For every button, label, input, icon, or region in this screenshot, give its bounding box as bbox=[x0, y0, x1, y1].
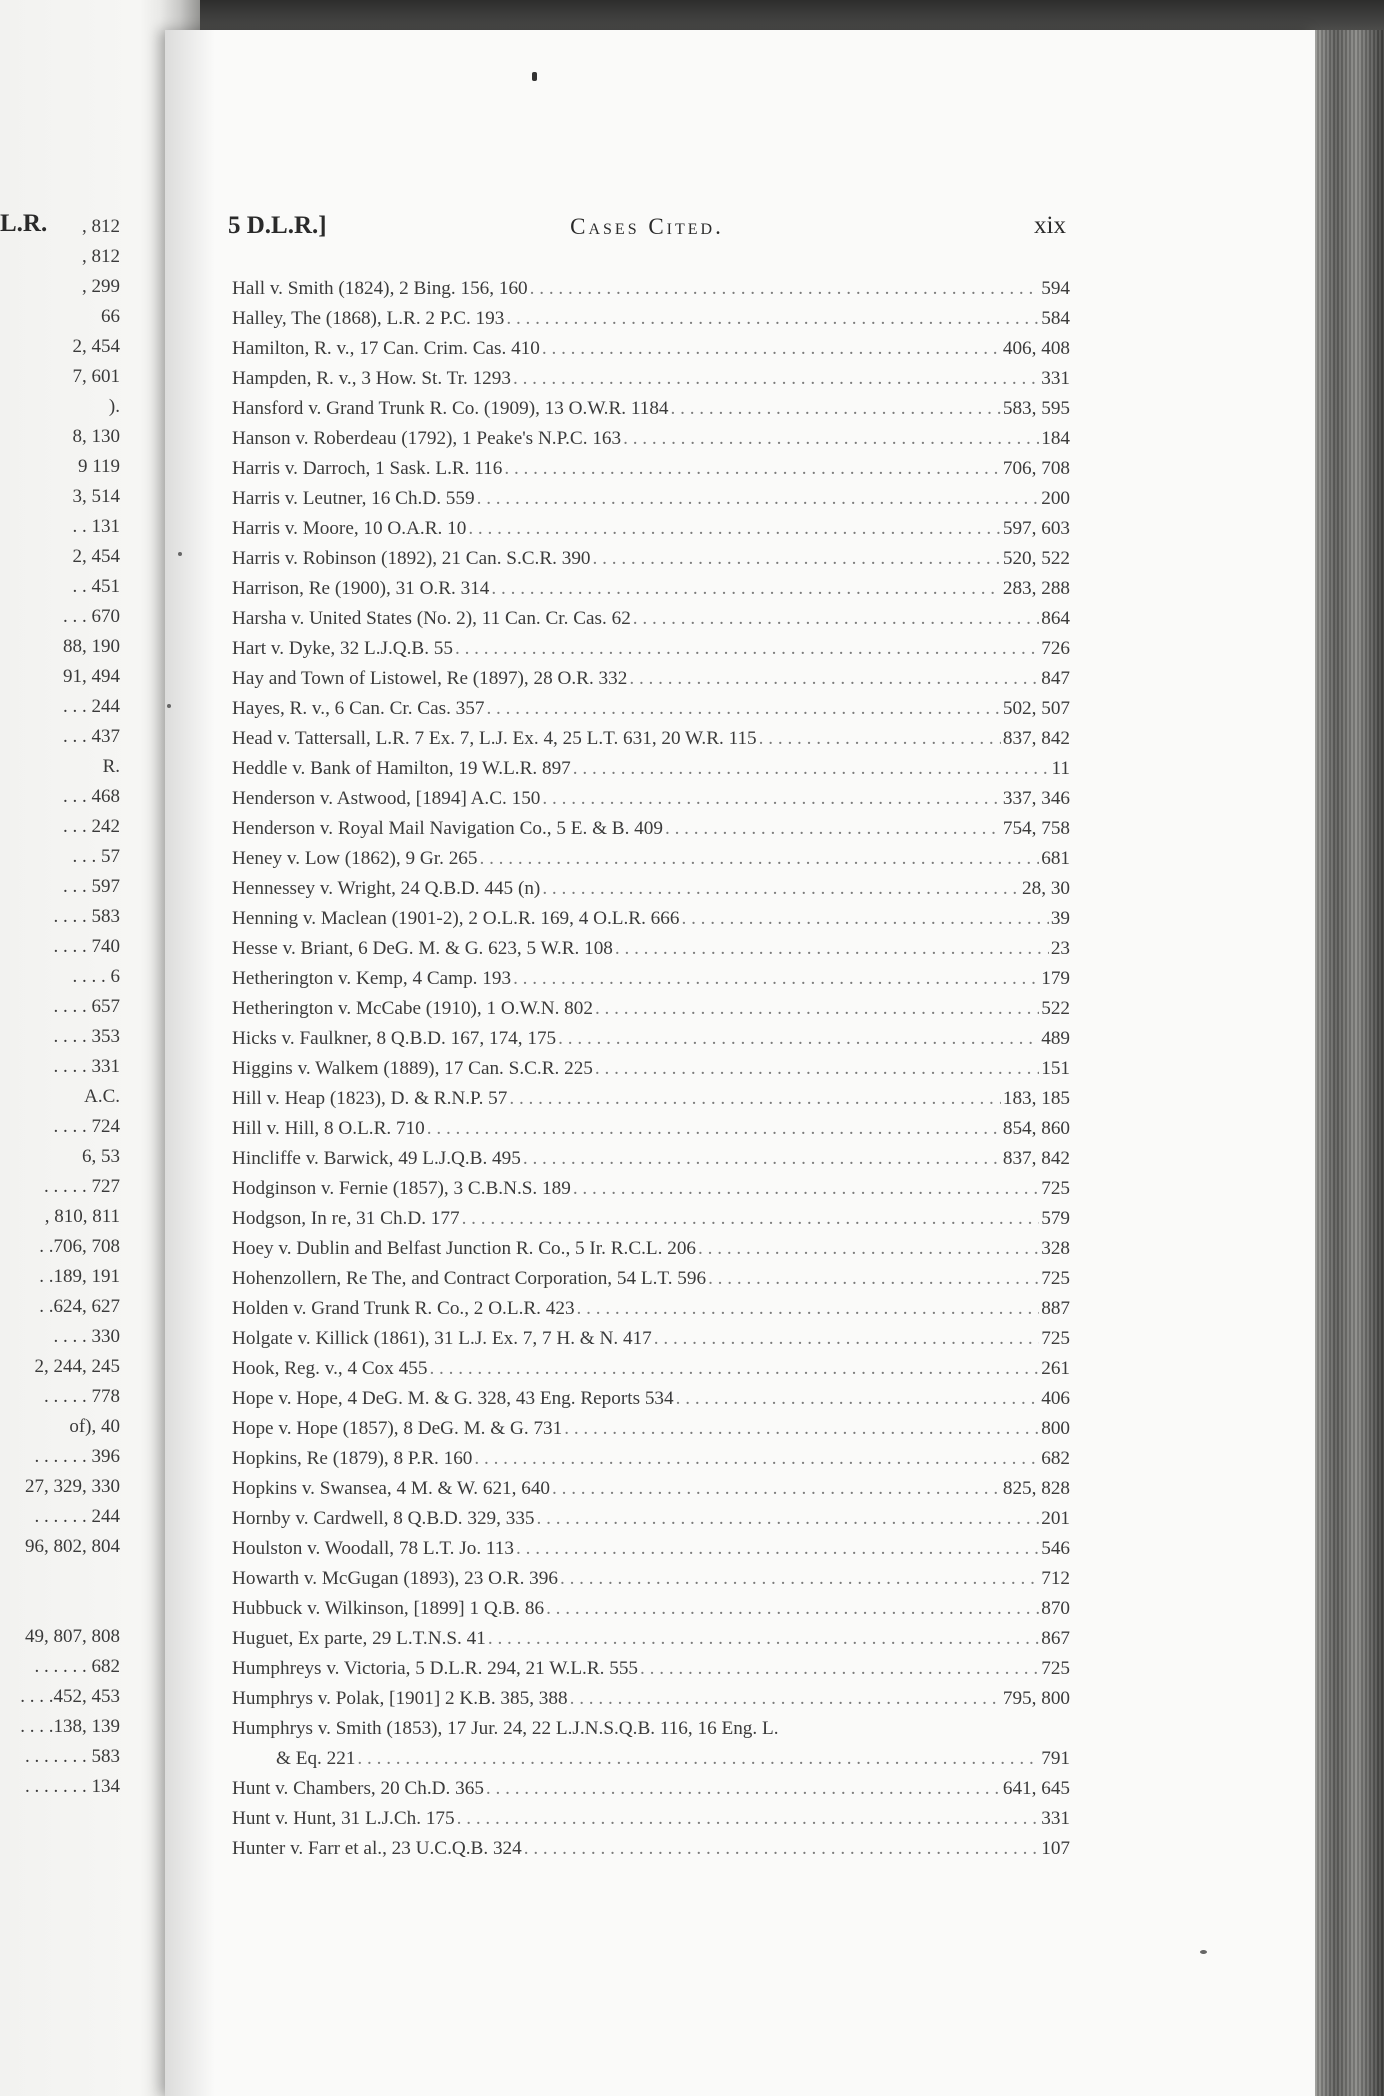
page-references: 725 bbox=[1041, 1268, 1070, 1289]
case-citation: Heddle v. Bank of Hamilton, 19 W.L.R. 897 bbox=[232, 758, 571, 779]
page-references: 795, 800 bbox=[1002, 1688, 1070, 1709]
case-citation: Hunt v. Hunt, 31 L.J.Ch. 175 bbox=[232, 1808, 455, 1829]
page-references: 597, 603 bbox=[1002, 518, 1070, 539]
page-references: 179 bbox=[1041, 968, 1070, 989]
case-citation: Harsha v. United States (No. 2), 11 Can. Cr. Cas. 62 bbox=[232, 608, 631, 629]
case-citation: Henderson v. Astwood, [1894] A.C. 150 bbox=[232, 788, 541, 809]
case-entry bbox=[232, 1324, 1070, 1354]
dot-leader bbox=[573, 754, 1050, 784]
left-page-entry: . . . . 724 bbox=[53, 1116, 120, 1137]
dot-leader bbox=[524, 1834, 1039, 1864]
case-citation: Hincliffe v. Barwick, 49 L.J.Q.B. 495 bbox=[232, 1148, 521, 1169]
dot-leader bbox=[759, 724, 1001, 754]
dot-leader bbox=[552, 1474, 1001, 1504]
dot-leader bbox=[640, 1654, 1039, 1684]
left-page-entry: , 810, 811 bbox=[44, 1206, 120, 1227]
case-citation: Hubbuck v. Wilkinson, [1899] 1 Q.B. 86 bbox=[232, 1598, 545, 1619]
case-entry bbox=[232, 1174, 1070, 1204]
left-page-entry: . . . . . . 682 bbox=[34, 1656, 120, 1677]
page-references: 725 bbox=[1041, 1328, 1070, 1349]
page-references: 39 bbox=[1050, 908, 1070, 929]
dot-leader bbox=[468, 514, 1001, 544]
dot-leader bbox=[564, 1414, 1039, 1444]
dot-leader bbox=[530, 274, 1040, 304]
case-citation: Hunter v. Farr et al., 23 U.C.Q.B. 324 bbox=[232, 1838, 522, 1859]
left-page-entry: 8, 130 bbox=[72, 426, 120, 447]
dot-leader bbox=[486, 694, 1000, 724]
page-references: 594 bbox=[1041, 278, 1070, 299]
left-page-entry: 6, 53 bbox=[82, 1146, 120, 1167]
case-citation: Hodgson, In re, 31 Ch.D. 177 bbox=[232, 1208, 460, 1229]
margin-mark bbox=[178, 552, 182, 556]
case-citation: Humphrys v. Smith (1853), 17 Jur. 24, 22 L.J.N.S.Q.B. 116, 16 Eng. L. bbox=[232, 1718, 779, 1739]
dot-leader bbox=[623, 424, 1039, 454]
case-citation: Hennessey v. Wright, 24 Q.B.D. 445 (n) bbox=[232, 878, 541, 899]
page-references: 791 bbox=[1041, 1748, 1070, 1769]
left-page-entry bbox=[0, 1562, 120, 1592]
case-entry bbox=[232, 1024, 1070, 1054]
page-references: 870 bbox=[1041, 1598, 1070, 1619]
running-head bbox=[228, 212, 1066, 248]
case-entry bbox=[232, 754, 1070, 784]
dot-leader bbox=[593, 544, 1001, 574]
page-references: 201 bbox=[1041, 1508, 1070, 1529]
case-citation: Houlston v. Woodall, 78 L.T. Jo. 113 bbox=[232, 1538, 514, 1559]
case-entry bbox=[232, 1684, 1070, 1714]
case-citation: Hunt v. Chambers, 20 Ch.D. 365 bbox=[232, 1778, 484, 1799]
left-page-entry: . . . .138, 139 bbox=[20, 1716, 120, 1737]
case-entry bbox=[232, 484, 1070, 514]
case-citation: Harrison, Re (1900), 31 O.R. 314 bbox=[232, 578, 490, 599]
page-references: 726 bbox=[1041, 638, 1070, 659]
page-references: 706, 708 bbox=[1002, 458, 1070, 479]
case-entry bbox=[232, 1624, 1070, 1654]
case-citation: Higgins v. Walkem (1889), 17 Can. S.C.R. 225 bbox=[232, 1058, 593, 1079]
case-entry bbox=[232, 364, 1070, 394]
case-entry-continuation bbox=[232, 1744, 1070, 1774]
case-entry bbox=[232, 934, 1070, 964]
case-entry bbox=[232, 1474, 1070, 1504]
page-references: 854, 860 bbox=[1002, 1118, 1070, 1139]
case-citation: Hopkins v. Swansea, 4 M. & W. 621, 640 bbox=[232, 1478, 551, 1499]
case-entry bbox=[232, 844, 1070, 874]
printer-mark bbox=[532, 72, 537, 81]
dot-leader bbox=[474, 1444, 1039, 1474]
left-page-entry: , 812 bbox=[82, 246, 120, 267]
left-page-entry: . . . . 657 bbox=[53, 996, 120, 1017]
case-citation: Hansford v. Grand Trunk R. Co. (1909), 13 O.W.R. 1184 bbox=[232, 398, 669, 419]
case-citation: Hodginson v. Fernie (1857), 3 C.B.N.S. 189 bbox=[232, 1178, 571, 1199]
left-page-entry: 91, 494 bbox=[63, 666, 120, 687]
case-entry bbox=[232, 964, 1070, 994]
case-entry bbox=[232, 394, 1070, 424]
page-references: 546 bbox=[1041, 1538, 1070, 1559]
dot-leader bbox=[427, 1114, 1001, 1144]
left-page-entry: A.C. bbox=[84, 1086, 120, 1107]
case-entry bbox=[232, 694, 1070, 724]
case-citation: Hornby v. Cardwell, 8 Q.B.D. 329, 335 bbox=[232, 1508, 535, 1529]
page-references: 200 bbox=[1041, 488, 1070, 509]
case-entry bbox=[232, 994, 1070, 1024]
case-entry bbox=[232, 514, 1070, 544]
case-citation: Head v. Tattersall, L.R. 7 Ex. 7, L.J. Ex. 4, 25 L.T. 631, 20 W.R. 115 bbox=[232, 728, 757, 749]
left-page-entry: 2, 454 bbox=[72, 336, 120, 357]
case-citation: Hill v. Hill, 8 O.L.R. 710 bbox=[232, 1118, 425, 1139]
case-citation: Hampden, R. v., 3 How. St. Tr. 1293 bbox=[232, 368, 511, 389]
dot-leader bbox=[708, 1264, 1039, 1294]
page-references: 681 bbox=[1041, 848, 1070, 869]
left-page-entry: . . . . 740 bbox=[53, 936, 120, 957]
page-references: 28, 30 bbox=[1022, 878, 1070, 899]
case-citation: Hope v. Hope (1857), 8 DeG. M. & G. 731 bbox=[232, 1418, 563, 1439]
case-citation: Henderson v. Royal Mail Navigation Co., 5 E. & B. 409 bbox=[232, 818, 663, 839]
page-title: Cases Cited. bbox=[570, 214, 724, 239]
dot-leader bbox=[698, 1234, 1039, 1264]
margin-mark bbox=[1200, 1950, 1207, 1954]
case-entry bbox=[232, 424, 1070, 454]
page-references: 725 bbox=[1041, 1658, 1070, 1679]
dot-leader bbox=[491, 574, 1000, 604]
left-page-entry: . . . . . . . 134 bbox=[25, 1776, 120, 1797]
case-entry bbox=[232, 1444, 1070, 1474]
left-page-entry: . . . . . . 244 bbox=[34, 1506, 120, 1527]
page-references: 502, 507 bbox=[1002, 698, 1070, 719]
dot-leader bbox=[542, 784, 1000, 814]
case-citation: Heney v. Low (1862), 9 Gr. 265 bbox=[232, 848, 478, 869]
case-entry bbox=[232, 454, 1070, 484]
page-references: 331 bbox=[1041, 1808, 1070, 1829]
dot-leader bbox=[676, 1384, 1040, 1414]
case-citation: Hamilton, R. v., 17 Can. Crim. Cas. 410 bbox=[232, 338, 540, 359]
dot-leader bbox=[546, 1594, 1039, 1624]
case-entry bbox=[232, 1114, 1070, 1144]
left-page-entry: . . 131 bbox=[72, 516, 120, 537]
left-page-entry: . . . 244 bbox=[63, 696, 120, 717]
page-references: 520, 522 bbox=[1002, 548, 1070, 569]
page-references: 107 bbox=[1041, 1838, 1070, 1859]
case-citation: Hayes, R. v., 6 Can. Cr. Cas. 357 bbox=[232, 698, 485, 719]
page-references: 712 bbox=[1041, 1568, 1070, 1589]
left-page-entry: . . . 437 bbox=[63, 726, 120, 747]
page-references: 522 bbox=[1041, 998, 1070, 1019]
case-entry bbox=[232, 1654, 1070, 1684]
case-citation: Hetherington v. Kemp, 4 Camp. 193 bbox=[232, 968, 512, 989]
left-page-entry: . . . 670 bbox=[63, 606, 120, 627]
case-entry bbox=[232, 904, 1070, 934]
dot-leader bbox=[357, 1744, 1039, 1774]
page-references: 184 bbox=[1041, 428, 1070, 449]
case-entry bbox=[232, 544, 1070, 574]
dot-leader bbox=[665, 814, 1001, 844]
case-citation: Hope v. Hope, 4 DeG. M. & G. 328, 43 Eng. Reports 534 bbox=[232, 1388, 674, 1409]
case-entry bbox=[232, 1834, 1070, 1864]
dot-leader bbox=[516, 1534, 1039, 1564]
dot-leader bbox=[477, 484, 1040, 514]
left-page-entry: . . . . 6 bbox=[72, 966, 120, 987]
dot-leader bbox=[595, 994, 1039, 1024]
case-citation: Holgate v. Killick (1861), 31 L.J. Ex. 7, 7 H. & N. 417 bbox=[232, 1328, 652, 1349]
left-page-entry: . . . 468 bbox=[63, 786, 120, 807]
left-page-entry: . . . . 583 bbox=[53, 906, 120, 927]
dot-leader bbox=[479, 844, 1039, 874]
case-entry bbox=[232, 1804, 1070, 1834]
dot-leader bbox=[681, 904, 1048, 934]
page-references: 847 bbox=[1041, 668, 1070, 689]
left-page-entry: 27, 329, 330 bbox=[25, 1476, 120, 1497]
dot-leader bbox=[513, 364, 1039, 394]
case-entry bbox=[232, 304, 1070, 334]
left-page-entry: 7, 601 bbox=[72, 366, 120, 387]
case-entry bbox=[232, 1204, 1070, 1234]
margin-mark bbox=[167, 704, 171, 708]
case-citation: Hook, Reg. v., 4 Cox 455 bbox=[232, 1358, 428, 1379]
gutter-shadow bbox=[165, 30, 215, 2096]
page-references: 725 bbox=[1041, 1178, 1070, 1199]
page-references: 337, 346 bbox=[1002, 788, 1070, 809]
case-entry bbox=[232, 334, 1070, 364]
left-page-entry: 88, 190 bbox=[63, 636, 120, 657]
dot-leader bbox=[506, 304, 1039, 334]
page-references: 489 bbox=[1041, 1028, 1070, 1049]
dot-leader bbox=[595, 1054, 1039, 1084]
case-entry bbox=[232, 1414, 1070, 1444]
dot-leader bbox=[462, 1204, 1040, 1234]
case-citation: Hart v. Dyke, 32 L.J.Q.B. 55 bbox=[232, 638, 453, 659]
case-citation: Hopkins, Re (1879), 8 P.R. 160 bbox=[232, 1448, 473, 1469]
case-citation: Hill v. Heap (1823), D. & R.N.P. 57 bbox=[232, 1088, 508, 1109]
case-citation: Hall v. Smith (1824), 2 Bing. 156, 160 bbox=[232, 278, 528, 299]
top-shadow bbox=[160, 0, 1384, 30]
left-page-entry: . . . . 353 bbox=[53, 1026, 120, 1047]
page-references: 887 bbox=[1041, 1298, 1070, 1319]
dot-leader bbox=[615, 934, 1049, 964]
left-page-entry: . . . . . . 396 bbox=[34, 1446, 120, 1467]
case-citation: Hanson v. Roberdeau (1792), 1 Peake's N.P.C. 163 bbox=[232, 428, 622, 449]
page-references: 11 bbox=[1051, 758, 1070, 779]
dot-leader bbox=[542, 874, 1020, 904]
page-edge-lines bbox=[1315, 30, 1384, 2096]
left-page-entry bbox=[0, 1592, 120, 1622]
case-citation: Harris v. Leutner, 16 Ch.D. 559 bbox=[232, 488, 475, 509]
case-entry bbox=[232, 1264, 1070, 1294]
case-entry bbox=[232, 574, 1070, 604]
case-citation: Harris v. Darroch, 1 Sask. L.R. 116 bbox=[232, 458, 503, 479]
case-entry bbox=[232, 814, 1070, 844]
left-page-entry: . .706, 708 bbox=[39, 1236, 120, 1257]
left-page-entry: 66 bbox=[101, 306, 120, 327]
left-page-entry: of), 40 bbox=[69, 1416, 120, 1437]
left-page-entry: 3, 514 bbox=[72, 486, 120, 507]
left-page-entry: . . 451 bbox=[72, 576, 120, 597]
dot-leader bbox=[573, 1174, 1039, 1204]
case-citation: Hetherington v. McCabe (1910), 1 O.W.N. 802 bbox=[232, 998, 593, 1019]
case-entry bbox=[232, 634, 1070, 664]
page-references: 837, 842 bbox=[1002, 728, 1070, 749]
page-references: 183, 185 bbox=[1002, 1088, 1070, 1109]
dot-leader bbox=[504, 454, 1000, 484]
page-references: 837, 842 bbox=[1002, 1148, 1070, 1169]
page-number: xix bbox=[1034, 212, 1066, 239]
page-references: 682 bbox=[1041, 1448, 1070, 1469]
page-references: 151 bbox=[1041, 1058, 1070, 1079]
left-page-entry: . . . . 330 bbox=[53, 1326, 120, 1347]
left-page-entry: , 812 bbox=[82, 216, 120, 237]
left-page-entry: 49, 807, 808 bbox=[25, 1626, 120, 1647]
case-citation: Humphrys v. Polak, [1901] 2 K.B. 385, 388 bbox=[232, 1688, 568, 1709]
left-page-header: L.R. bbox=[0, 210, 48, 237]
case-citation: Hay and Town of Listowel, Re (1897), 28 O.R. 332 bbox=[232, 668, 628, 689]
case-entry bbox=[232, 874, 1070, 904]
left-page-entry: . .624, 627 bbox=[39, 1296, 120, 1317]
case-citation: Holden v. Grand Trunk R. Co., 2 O.L.R. 423 bbox=[232, 1298, 575, 1319]
case-entry bbox=[232, 1534, 1070, 1564]
left-page-entries bbox=[0, 212, 120, 1802]
case-citation: Hoey v. Dublin and Belfast Junction R. Co., 5 Ir. R.C.L. 206 bbox=[232, 1238, 697, 1259]
case-entry bbox=[232, 1504, 1070, 1534]
dot-leader bbox=[542, 334, 1001, 364]
case-entry bbox=[232, 664, 1070, 694]
left-page-entry: . . . 57 bbox=[72, 846, 120, 867]
page-references: 283, 288 bbox=[1002, 578, 1070, 599]
dot-leader bbox=[513, 964, 1039, 994]
left-page-entry: . . . . . . . 583 bbox=[25, 1746, 120, 1767]
case-citation: Hicks v. Faulkner, 8 Q.B.D. 167, 174, 175 bbox=[232, 1028, 557, 1049]
case-entry bbox=[232, 1564, 1070, 1594]
case-entry bbox=[232, 1774, 1070, 1804]
page-references: 641, 645 bbox=[1002, 1778, 1070, 1799]
page-references: 754, 758 bbox=[1002, 818, 1070, 839]
page-references: 328 bbox=[1041, 1238, 1070, 1259]
dot-leader bbox=[570, 1684, 1001, 1714]
case-entry bbox=[232, 784, 1070, 814]
left-page-entry: R. bbox=[102, 756, 120, 777]
page-references: 406 bbox=[1041, 1388, 1070, 1409]
left-page-entry: . . . . . 727 bbox=[44, 1176, 120, 1197]
case-citation: Huguet, Ex parte, 29 L.T.N.S. 41 bbox=[232, 1628, 486, 1649]
dot-leader bbox=[633, 604, 1039, 634]
left-page-entry: . . . 242 bbox=[63, 816, 120, 837]
left-page-entry: , 299 bbox=[82, 276, 120, 297]
case-citation-continued: & Eq. 221 bbox=[276, 1748, 356, 1769]
case-list bbox=[232, 274, 1070, 1864]
case-entry bbox=[232, 1144, 1070, 1174]
dot-leader bbox=[654, 1324, 1039, 1354]
page-references: 406, 408 bbox=[1002, 338, 1070, 359]
page-references: 331 bbox=[1041, 368, 1070, 389]
page-references: 23 bbox=[1050, 938, 1070, 959]
volume-label: 5 D.L.R.] bbox=[228, 212, 327, 239]
case-citation: Henning v. Maclean (1901-2), 2 O.L.R. 169, 4 O.L.R. 666 bbox=[232, 908, 680, 929]
case-citation: Humphreys v. Victoria, 5 D.L.R. 294, 21 W.L.R. 555 bbox=[232, 1658, 639, 1679]
case-entry bbox=[232, 1084, 1070, 1114]
case-entry bbox=[232, 604, 1070, 634]
case-entry bbox=[232, 1294, 1070, 1324]
left-page-entry: . . . 597 bbox=[63, 876, 120, 897]
page-references: 584 bbox=[1041, 308, 1070, 329]
dot-leader bbox=[429, 1354, 1039, 1384]
case-entry bbox=[232, 1054, 1070, 1084]
case-citation: Harris v. Moore, 10 O.A.R. 10 bbox=[232, 518, 467, 539]
case-entry bbox=[232, 1594, 1070, 1624]
left-page-entry: . . . .452, 453 bbox=[20, 1686, 120, 1707]
case-citation: Howarth v. McGugan (1893), 23 O.R. 396 bbox=[232, 1568, 558, 1589]
case-entry bbox=[232, 1384, 1070, 1414]
left-page-entry: 96, 802, 804 bbox=[25, 1536, 120, 1557]
dot-leader bbox=[558, 1024, 1039, 1054]
left-page-entry: 2, 244, 245 bbox=[34, 1356, 120, 1377]
left-page-entry: 2, 454 bbox=[72, 546, 120, 567]
page-references: 579 bbox=[1041, 1208, 1070, 1229]
dot-leader bbox=[537, 1504, 1040, 1534]
left-page-entry: ). bbox=[108, 396, 120, 417]
dot-leader bbox=[457, 1804, 1040, 1834]
case-entry bbox=[232, 1354, 1070, 1384]
case-citation: Hohenzollern, Re The, and Contract Corporation, 54 L.T. 596 bbox=[232, 1268, 707, 1289]
dot-leader bbox=[509, 1084, 1000, 1114]
case-entry bbox=[232, 1714, 1070, 1744]
page-references: 261 bbox=[1041, 1358, 1070, 1379]
page-references: 825, 828 bbox=[1002, 1478, 1070, 1499]
page-references: 583, 595 bbox=[1002, 398, 1070, 419]
dot-leader bbox=[486, 1774, 1001, 1804]
dot-leader bbox=[560, 1564, 1039, 1594]
dot-leader bbox=[523, 1144, 1001, 1174]
dot-leader bbox=[629, 664, 1039, 694]
dot-leader bbox=[488, 1624, 1039, 1654]
case-entry bbox=[232, 724, 1070, 754]
dot-leader bbox=[671, 394, 1001, 424]
page-references: 867 bbox=[1041, 1628, 1070, 1649]
page-references: 800 bbox=[1041, 1418, 1070, 1439]
left-page-entry: 9 119 bbox=[77, 456, 120, 477]
dot-leader bbox=[455, 634, 1039, 664]
left-page-entry: . . . . . 778 bbox=[44, 1386, 120, 1407]
case-entry bbox=[232, 274, 1070, 304]
case-entry bbox=[232, 1234, 1070, 1264]
case-citation: Harris v. Robinson (1892), 21 Can. S.C.R. 390 bbox=[232, 548, 591, 569]
left-page-entry: . . . . 331 bbox=[53, 1056, 120, 1077]
page-references: 864 bbox=[1041, 608, 1070, 629]
case-citation: Halley, The (1868), L.R. 2 P.C. 193 bbox=[232, 308, 505, 329]
left-page-entry: . .189, 191 bbox=[39, 1266, 120, 1287]
dot-leader bbox=[577, 1294, 1040, 1324]
case-citation: Hesse v. Briant, 6 DeG. M. & G. 623, 5 W.R. 108 bbox=[232, 938, 613, 959]
